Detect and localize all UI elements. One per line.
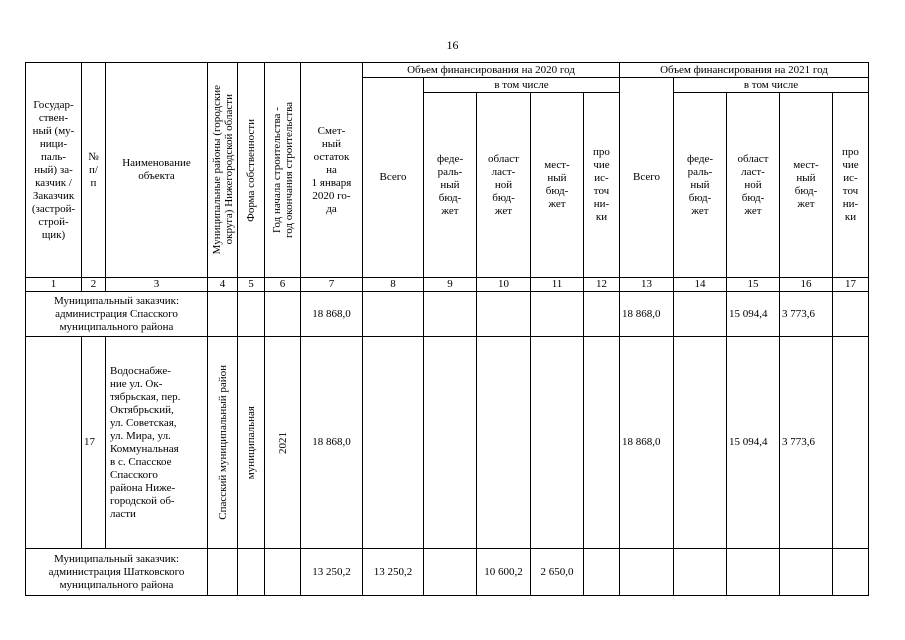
- header-total-2021: Всего: [620, 78, 674, 278]
- header-num: № п/ п: [82, 63, 106, 278]
- total-2020-value: 13 250,2: [363, 549, 424, 596]
- col-number: 15: [727, 278, 780, 292]
- header-districts: Муниципальные районы (городские округа) Нижегородской области: [208, 63, 238, 278]
- col-number: 9: [424, 278, 477, 292]
- col-number: 1: [26, 278, 82, 292]
- header-fin-2021: Объем финансирования на 2021 год: [620, 63, 869, 78]
- header-regional-2021: област ласт- ной бюд- жет: [727, 93, 780, 278]
- local-2020-value: 2 650,0: [531, 549, 584, 596]
- col-number: 14: [674, 278, 727, 292]
- regional-2021-value: 15 094,4: [727, 292, 780, 337]
- total-2021-value: 18 868,0: [620, 292, 674, 337]
- col-number: 7: [301, 278, 363, 292]
- estimate-value: 18 868,0: [301, 337, 363, 549]
- customer-group-row-shatki: [26, 549, 869, 596]
- header-customer: Государ- ствен- ный (му- ници- паль- ный) за- казчик / Заказчик (застрой- строй- щик): [26, 63, 82, 278]
- estimate-value: 18 868,0: [301, 292, 363, 337]
- customer-label: Муниципальный заказчик: администрация Шатковского муниципального района: [26, 549, 208, 596]
- total-2021-value: 18 868,0: [620, 337, 674, 549]
- header-estimate: Смет- ный остаток на 1 января 2020 го- да: [301, 63, 363, 278]
- header-incl-2020: в том числе: [424, 78, 620, 93]
- header-other-2020: про чие ис- точ ни- ки: [584, 93, 620, 278]
- object-ownership: муниципальная: [238, 337, 265, 549]
- customer-group-row-spassky: [26, 292, 869, 337]
- col-number: 5: [238, 278, 265, 292]
- local-2021-value: 3 773,6: [780, 337, 833, 549]
- col-number: 13: [620, 278, 674, 292]
- header-local-2020: мест- ный бюд- жет: [531, 93, 584, 278]
- col-number: 17: [833, 278, 869, 292]
- page-number: 16: [446, 38, 459, 52]
- header-ownership: Форма собственности: [238, 63, 265, 278]
- header-federal-2020: феде- раль- ный бюд- жет: [424, 93, 477, 278]
- col-number: 16: [780, 278, 833, 292]
- object-year: 2021: [265, 337, 301, 549]
- header-years: Год начала строительства - год окончания строительства: [265, 63, 301, 278]
- col-number: 6: [265, 278, 301, 292]
- header-object-name: Наименование объекта: [106, 63, 208, 278]
- object-number: 17: [82, 337, 106, 549]
- header-total-2020: Всего: [363, 78, 424, 278]
- customer-label: Муниципальный заказчик: администрация Спасского муниципального района: [26, 292, 208, 337]
- regional-2021-value: 15 094,4: [727, 337, 780, 549]
- col-number: 2: [82, 278, 106, 292]
- local-2021-value: 3 773,6: [780, 292, 833, 337]
- financing-table: [25, 62, 869, 596]
- object-district: Спасский муниципальный район: [208, 337, 238, 549]
- header-other-2021: про чие ис- точ ни- ки: [833, 93, 869, 278]
- col-number: 11: [531, 278, 584, 292]
- header-regional-2020: област ласт- ной бюд- жет: [477, 93, 531, 278]
- header-local-2021: мест- ный бюд- жет: [780, 93, 833, 278]
- col-number: 4: [208, 278, 238, 292]
- column-number-row: [26, 278, 869, 292]
- object-row-17: [26, 337, 869, 549]
- header-fin-2020: Объем финансирования на 2020 год: [363, 63, 620, 78]
- col-number: 10: [477, 278, 531, 292]
- regional-2020-value: 10 600,2: [477, 549, 531, 596]
- header-incl-2021: в том числе: [674, 78, 869, 93]
- header-row-1: [26, 63, 869, 78]
- col-number: 3: [106, 278, 208, 292]
- col-number: 12: [584, 278, 620, 292]
- col-number: 8: [363, 278, 424, 292]
- estimate-value: 13 250,2: [301, 549, 363, 596]
- object-name: Водоснабже- ние ул. Ок- тябрьская, пер. Октябрьский, ул. Советская, ул. Мира, ул. Коммунальная в с. Спасское Спасского района Ниже- городской об- ласти: [106, 337, 208, 549]
- header-federal-2021: феде- раль- ный бюд- жет: [674, 93, 727, 278]
